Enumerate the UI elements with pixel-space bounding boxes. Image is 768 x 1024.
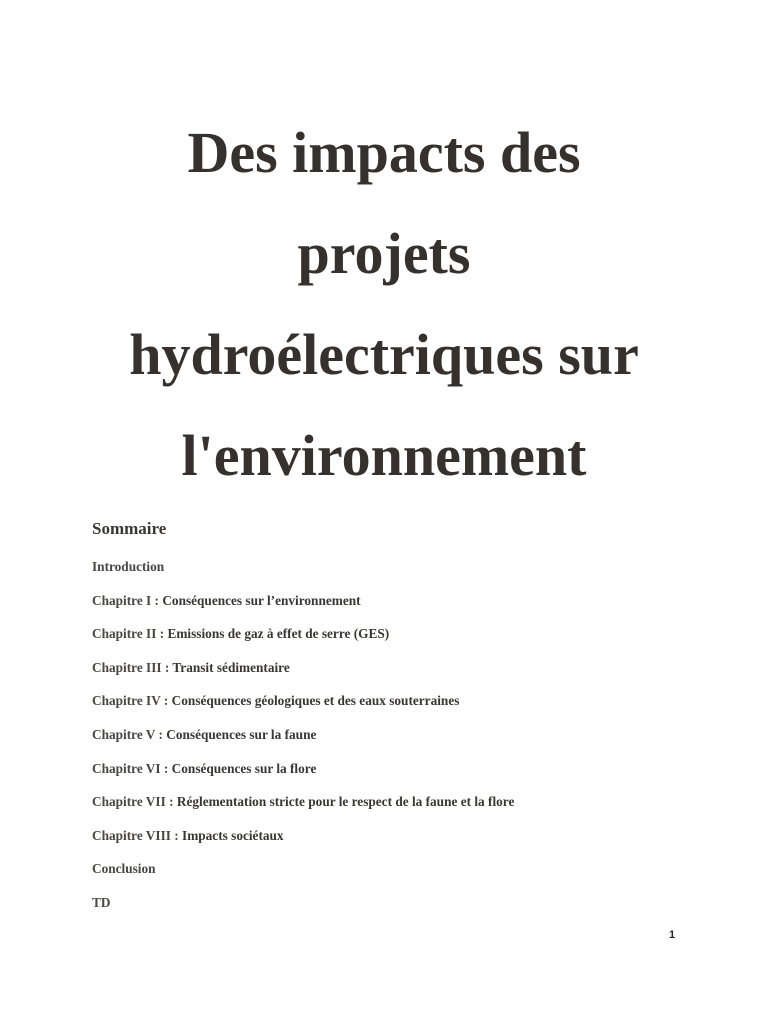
toc-entry-prefix: Introduction [92,559,165,574]
toc-entry-prefix: Chapitre III [92,659,162,675]
toc-entry-chapitre-8 [92,825,712,859]
toc-entry-prefix: Chapitre II [92,626,157,642]
toc-entry-prefix: Chapitre IV [92,693,161,709]
toc-entry-prefix: Chapitre I [92,592,152,608]
title-line: hydroélectriques sur [129,322,639,387]
toc-entry-title: Conséquences sur l’environnement [162,592,361,608]
title-line: Des impacts des [187,120,581,185]
document-title [0,102,768,506]
toc-entry-title: Transit sédimentaire [172,659,290,675]
toc-entry-separator: : [165,794,177,810]
toc-entry-separator: : [156,626,168,642]
toc-entry-title: Impacts sociétaux [182,827,284,843]
toc-entry-prefix: TD [92,894,111,910]
title-line: projets [297,221,471,286]
toc-heading: Sommaire [92,519,167,538]
toc-entry-title: Réglementation stricte pour le respect de la faune et la flore [176,794,515,810]
toc-entry-separator: : [170,827,183,843]
title-line: l'environnement [181,423,587,488]
toc-entry-separator: : [161,659,173,675]
toc-entry-conclusion [92,858,712,892]
toc-entry-prefix: Chapitre VIII [92,827,171,843]
toc-entry-separator: : [160,693,172,709]
page-number: 1 [668,929,676,941]
toc-entry-separator: : [155,726,167,742]
toc-entry-separator: : [160,760,172,776]
toc-entry-chapitre-2 [92,623,712,657]
toc-entry-chapitre-6 [92,758,712,792]
toc-entry-prefix: Chapitre VII [92,794,166,810]
toc-entry-chapitre-4 [92,690,712,724]
table-of-contents [92,556,712,926]
toc-entry-chapitre-1 [92,590,712,624]
toc-entry-chapitre-5 [92,724,712,758]
toc-entry-separator: : [151,592,163,608]
toc-entry-prefix: Chapitre V [92,726,156,742]
toc-entry-prefix: Conclusion [92,861,156,877]
toc-entry-prefix: Chapitre VI [92,760,161,776]
toc-entry-title: Emissions de gaz à effet de serre (GES) [167,626,390,642]
toc-entry-chapitre-7 [92,791,712,825]
toc-entry-title: Conséquences sur la flore [171,760,317,776]
toc-entry-introduction [92,556,712,590]
toc-entry-td [92,892,712,926]
toc-entry-title: Conséquences sur la faune [166,726,317,742]
toc-entry-title: Conséquences géologiques et des eaux souterraines [171,693,460,709]
toc-entry-chapitre-3 [92,657,712,691]
